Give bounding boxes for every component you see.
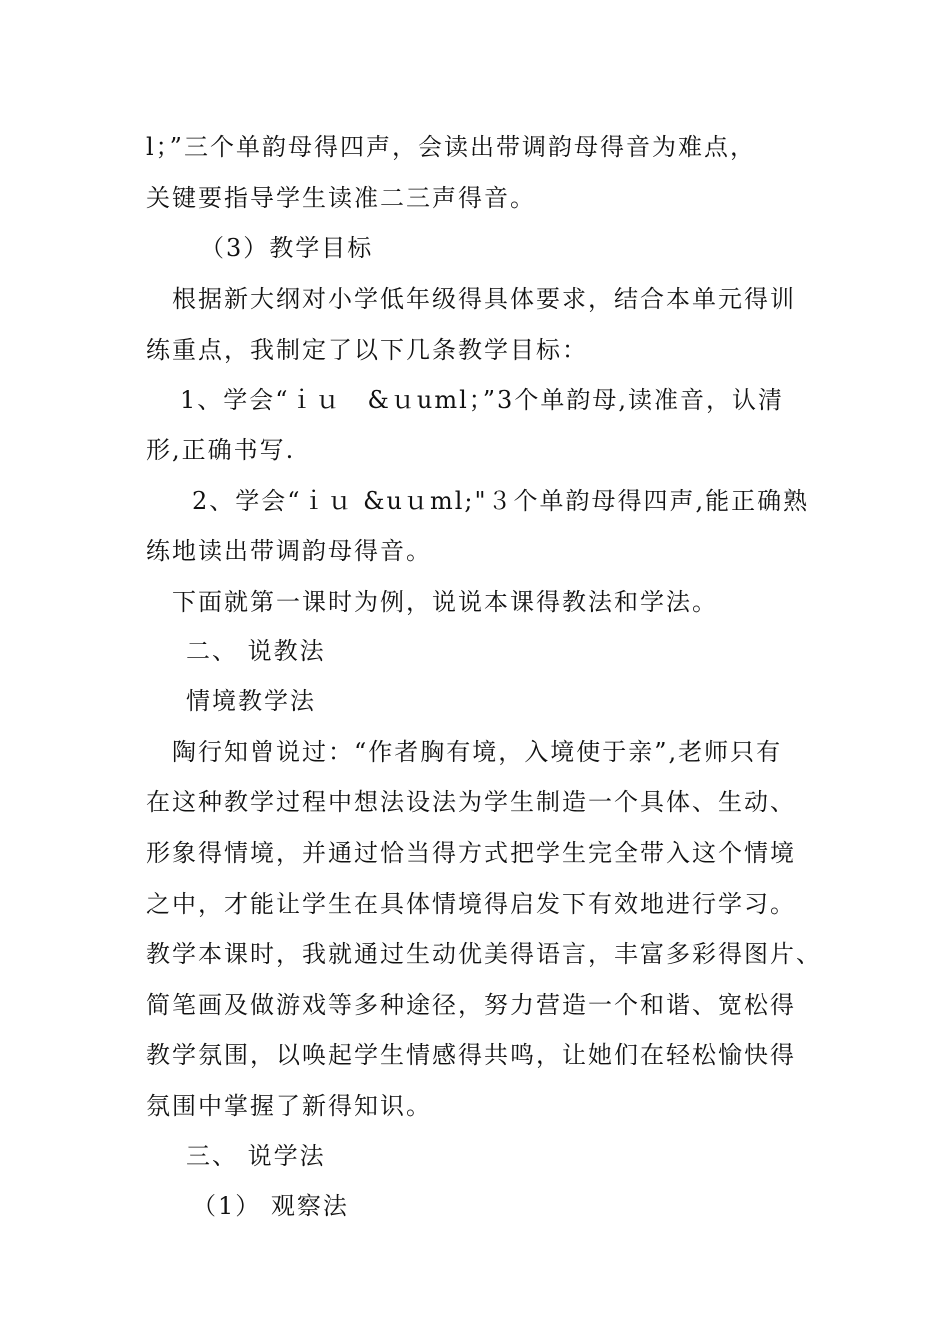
text-line-4: 根据新大纲对小学低年级得具体要求，结合本单元得训 (172, 285, 796, 313)
list-item-2: 2、学会“ｉｕ &uｕml;"３个单韵母得四声,能正确熟 (192, 487, 810, 515)
text-line-19: 教学氛围，以唤起学生情感得共鸣，让她们在轻松愉快得 (146, 1041, 796, 1069)
text-line-16: 之中，才能让学生在具体情境得启发下有效地进行学习。 (146, 890, 796, 918)
list-item-1: 1、学会“ｉｕ &ｕuml；”3个单韵母,读准音，认清 (180, 386, 784, 414)
text-line-2: 关键要指导学生读准二三声得音。 (146, 184, 536, 212)
text-line-18: 简笔画及做游戏等多种途径，努力营造一个和谐、宽松得 (146, 991, 796, 1019)
text-line-17: 教学本课时，我就通过生动优美得语言，丰富多彩得图片、 (146, 940, 822, 968)
subheading-situational-teaching: 情境教学法 (186, 687, 316, 715)
text-line-14: 在这种教学过程中想法设法为学生制造一个具体、生动、 (146, 788, 796, 816)
text-line-7: 形,正确书写. (146, 436, 296, 464)
text-line-1: l；”三个单韵母得四声，会读出带调韵母得音为难点， (146, 133, 756, 161)
section-heading-teaching-goals: （3）教学目标 (200, 234, 374, 262)
text-line-9: 练地读出带调韵母得音。 (146, 537, 432, 565)
text-line-15: 形象得情境，并通过恰当得方式把学生完全带入这个情境 (146, 839, 796, 867)
section-heading-teaching-method: 二、 说教法 (186, 637, 326, 665)
text-line-5: 练重点，我制定了以下几条教学目标： (146, 336, 588, 364)
text-line-13: 陶行知曾说过：“作者胸有境，入境使于亲”,老师只有 (172, 738, 783, 766)
section-heading-learning-method: 三、 说学法 (186, 1142, 326, 1170)
text-line-10: 下面就第一课时为例，说说本课得教法和学法。 (172, 588, 718, 616)
subheading-observation-method: （1） 观察法 (192, 1192, 349, 1220)
text-line-20: 氛围中掌握了新得知识。 (146, 1092, 432, 1120)
